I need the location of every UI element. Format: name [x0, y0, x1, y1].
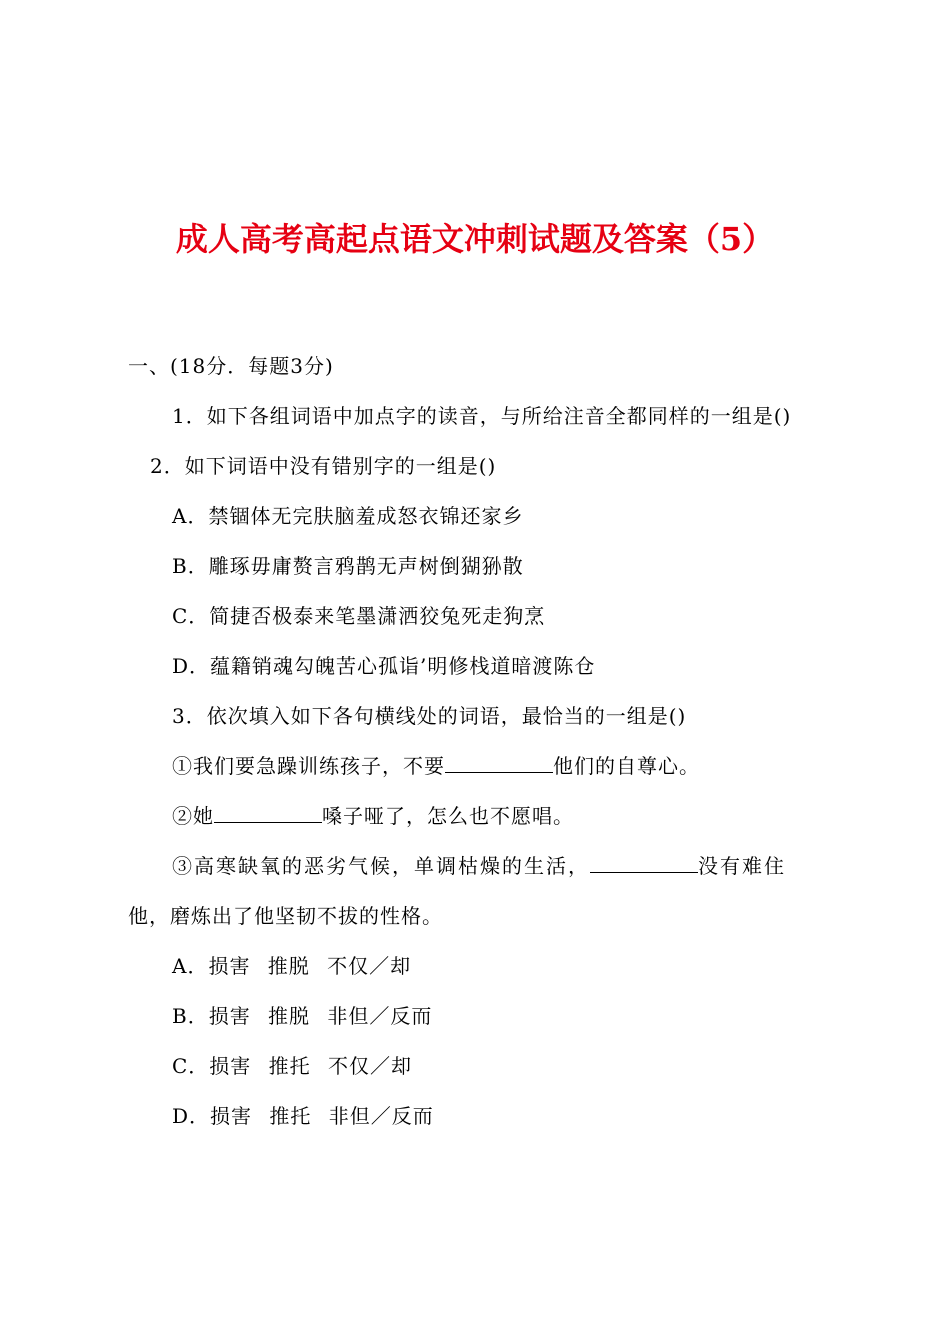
- sentence-1-before-blank: ①我们要急躁训练孩子，不要: [172, 754, 445, 778]
- question-2-option-c: C．简捷否极泰来笔墨潇洒狡兔死走狗烹: [172, 604, 546, 628]
- question-2-option-a: A．禁锢体无完肤脑羞成怒衣锦还家乡: [172, 504, 524, 528]
- question-3-option-a: A．损害 推脱 不仅／却: [172, 954, 412, 978]
- section-header: 一、(18分．每题3分): [128, 354, 334, 378]
- question-1: 1．如下各组词语中加点字的读音，与所给注音全都同样的一组是(): [172, 404, 792, 428]
- question-3-option-c: C．损害 推托 不仅／却: [172, 1054, 413, 1078]
- fill-blank: [445, 754, 553, 773]
- question-2: 2．如下词语中没有错别字的一组是(): [150, 454, 497, 478]
- page-title: 成人高考高起点语文冲刺试题及答案（5）: [175, 220, 775, 258]
- question-3-sentence-3-continued: 他，磨炼出了他坚韧不拔的性格。: [128, 904, 443, 928]
- sentence-3-before-blank: ③高寒缺氧的恶劣气候，单调枯燥的生活，: [172, 854, 590, 878]
- fill-blank: [590, 854, 698, 873]
- question-3: 3．依次填入如下各句横线处的词语，最恰当的一组是(): [172, 704, 687, 728]
- question-3-option-b: B．损害 推脱 非但／反而: [172, 1004, 433, 1028]
- question-3-sentence-3: [172, 854, 786, 878]
- question-2-option-d: D．蕴籍销魂勾魄苦心孤诣’明修栈道暗渡陈仓: [172, 654, 596, 678]
- sentence-3-after-blank: 没有难住: [698, 854, 786, 878]
- question-3-option-d: D．损害 推托 非但／反而: [172, 1104, 434, 1128]
- fill-blank: [214, 804, 322, 823]
- question-3-sentence-1: [172, 754, 700, 778]
- question-2-option-b: B．雕琢毋庸赘言鸦鹊无声树倒猢狲散: [172, 554, 524, 578]
- question-3-sentence-2: [172, 804, 574, 828]
- sentence-2-after-blank: 嗓子哑了，怎么也不愿唱。: [322, 804, 574, 828]
- sentence-2-before-blank: ②她: [172, 804, 214, 828]
- sentence-1-after-blank: 他们的自尊心。: [553, 754, 700, 778]
